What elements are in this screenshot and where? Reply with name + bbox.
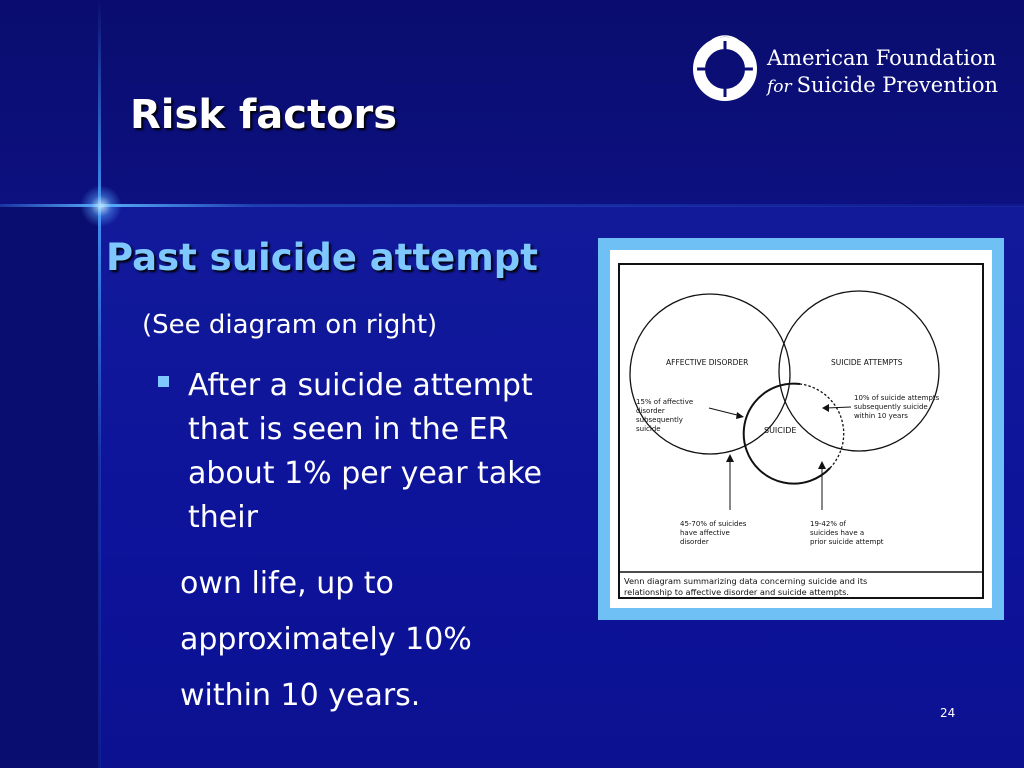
bottom-left-note-line: have affective [680, 529, 730, 537]
right-note-arrow [826, 407, 851, 408]
caption-line: relationship to affective disorder and suicide attempts. [624, 587, 849, 597]
suicide-circle-dashed-arc [800, 384, 844, 468]
left-note-line: suicide [636, 425, 661, 433]
decorative-horizontal-line [0, 204, 1024, 207]
life-ring-icon [690, 32, 760, 102]
logo-text-name: Suicide Prevention [796, 73, 999, 97]
circle-right-label: SUICIDE ATTEMPTS [831, 358, 903, 367]
circle-left-label: AFFECTIVE DISORDER [666, 358, 749, 367]
continuation-line: within 10 years. [180, 678, 421, 713]
logo-text-line2 [767, 73, 998, 97]
left-note-arrowhead [736, 412, 744, 419]
continuation-line: approximately 10% [180, 622, 472, 657]
right-note-line: within 10 years [854, 412, 908, 420]
square-bullet-icon [158, 376, 169, 387]
caption-line: Venn diagram summarizing data concerning suicide and its [624, 576, 868, 586]
bottom-left-note-line: 45-70% of suicides [680, 520, 747, 528]
right-note-line: subsequently suicide [854, 403, 928, 411]
bottom-right-note-line: 19-42% of [810, 520, 846, 528]
left-note-arrow [709, 408, 741, 416]
logo-text-line1: American Foundation [767, 46, 997, 70]
venn-diagram-figure [598, 238, 1004, 620]
bottom-right-note-line: prior suicide attempt [810, 538, 884, 546]
center-label: SUICIDE [764, 426, 797, 435]
right-note-line: 10% of suicide attempts [854, 394, 940, 402]
left-note-line: disorder [636, 407, 665, 415]
logo-text-for: for [767, 77, 792, 97]
bottom-right-note-line: suicides have a [810, 529, 865, 537]
diagram-border [619, 264, 983, 598]
bottom-left-note-line: disorder [680, 538, 709, 546]
afsp-logo [690, 32, 1010, 104]
suicide-attempts-circle [779, 291, 939, 451]
venn-diagram [610, 250, 992, 608]
left-note-line: 15% of affective [636, 398, 694, 406]
venn-diagram-panel [610, 250, 992, 608]
bottom-right-arrowhead [818, 461, 826, 469]
subnote-text: (See diagram on right) [142, 310, 438, 340]
decorative-sparkle [80, 185, 122, 227]
bullet-text: After a suicide attempt that is seen in the ER about 1% per year take their [188, 368, 542, 535]
slide-title: Risk factors [130, 92, 398, 138]
section-heading: Past suicide attempt [106, 236, 538, 279]
page-number: 24 [940, 706, 956, 720]
bottom-left-arrowhead [726, 454, 734, 462]
left-note-line: subsequently [636, 416, 683, 424]
slide-left-band [0, 206, 100, 768]
continuation-line: own life, up to [180, 566, 394, 601]
right-note-arrowhead [822, 404, 829, 412]
decorative-vertical-line [98, 0, 101, 768]
